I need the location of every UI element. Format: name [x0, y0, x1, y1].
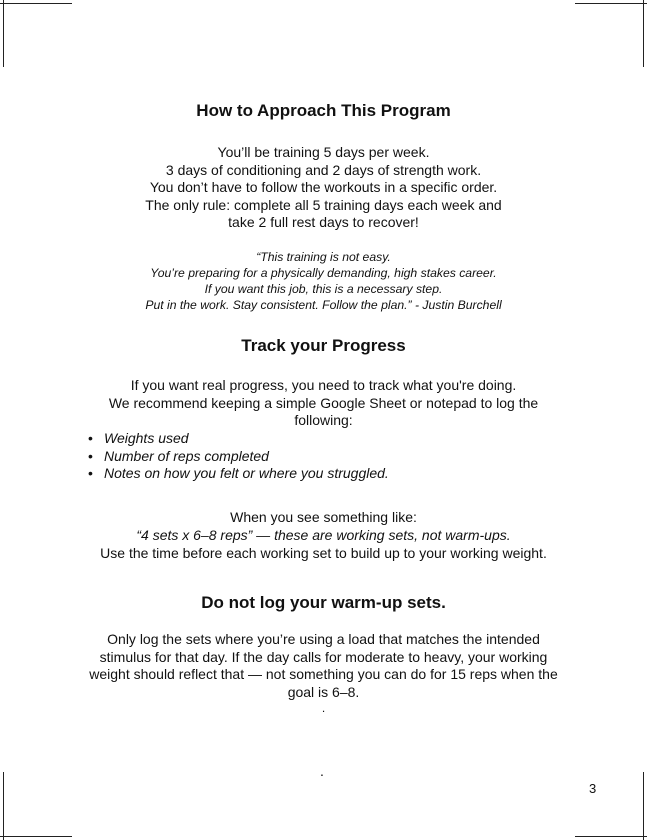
log-items-list — [88, 430, 389, 483]
text-line: The only rule: complete all 5 training days each week and — [145, 196, 502, 213]
text-line: You’ll be training 5 days per week. — [217, 144, 430, 160]
example-paragraph — [70, 508, 577, 562]
bullet-glyph: • — [88, 465, 93, 481]
text-line: following: — [294, 412, 353, 428]
crop-mark-bottom-left-vertical — [3, 772, 4, 840]
text-line: goal is 6–8. — [287, 683, 360, 700]
approach-paragraph — [70, 144, 577, 232]
track-paragraph — [70, 377, 577, 430]
crop-mark-top-left-horizontal — [0, 3, 72, 4]
page-number: 3 — [589, 781, 597, 796]
crop-mark-top-left-vertical — [3, 0, 4, 67]
text-line: If you want real progress, you need to track what you're doing. — [130, 377, 517, 393]
list-item: • Number of reps completed — [88, 447, 269, 464]
crop-mark-bottom-right-horizontal — [575, 836, 647, 837]
crop-mark-bottom-right-vertical — [643, 772, 644, 840]
text-line: Only log the sets where you’re using a load that matches the intended — [107, 631, 540, 647]
section-title-approach: How to Approach This Program — [196, 101, 451, 120]
warmup-paragraph — [70, 631, 577, 715]
quote-line: “This training is not easy. — [256, 250, 391, 264]
text-line: take 2 full rest days to recover! — [228, 214, 419, 230]
list-item: • Weights used — [88, 430, 189, 446]
quote-block — [70, 249, 577, 313]
crop-mark-top-right-vertical — [643, 0, 644, 67]
example-text: “4 sets x 6–8 reps” — these are working sets, not warm-ups. — [136, 527, 511, 543]
text-line: stimulus for that day. If the day calls for moderate to heavy, your working — [99, 648, 548, 665]
text-line: You don’t have to follow the workouts in a specific order. — [149, 179, 498, 195]
text-line: We recommend keeping a simple Google Sheet or notepad to log the — [108, 394, 539, 411]
bullet-glyph: • — [88, 430, 93, 446]
quote-line: If you want this job, this is a necessary step. — [204, 282, 443, 296]
bullet-glyph: • — [88, 447, 93, 464]
example-followup: Use the time before each working set to build up to your working weight. — [100, 545, 547, 561]
text-line: 3 days of conditioning and 2 days of strength work. — [165, 161, 482, 178]
crop-mark-bottom-left-horizontal — [0, 836, 72, 837]
quote-line: Put in the work. Stay consistent. Follow the plan.” - Justin Burchell — [145, 298, 502, 312]
crop-mark-top-right-horizontal — [575, 3, 647, 4]
text-line: weight should reflect that — not something you can do for 15 reps when the — [89, 666, 558, 682]
section-title-track-progress: Track your Progress — [241, 336, 406, 355]
quote-line: You’re preparing for a physically demanding, high stakes career. — [150, 266, 497, 280]
footer-period: . — [320, 763, 324, 779]
example-intro: When you see something like: — [230, 509, 417, 525]
list-item: • Notes on how you felt or where you struggled. — [88, 465, 389, 481]
section-title-warmup: Do not log your warm-up sets. — [201, 593, 446, 612]
trailing-period: . — [321, 701, 326, 715]
